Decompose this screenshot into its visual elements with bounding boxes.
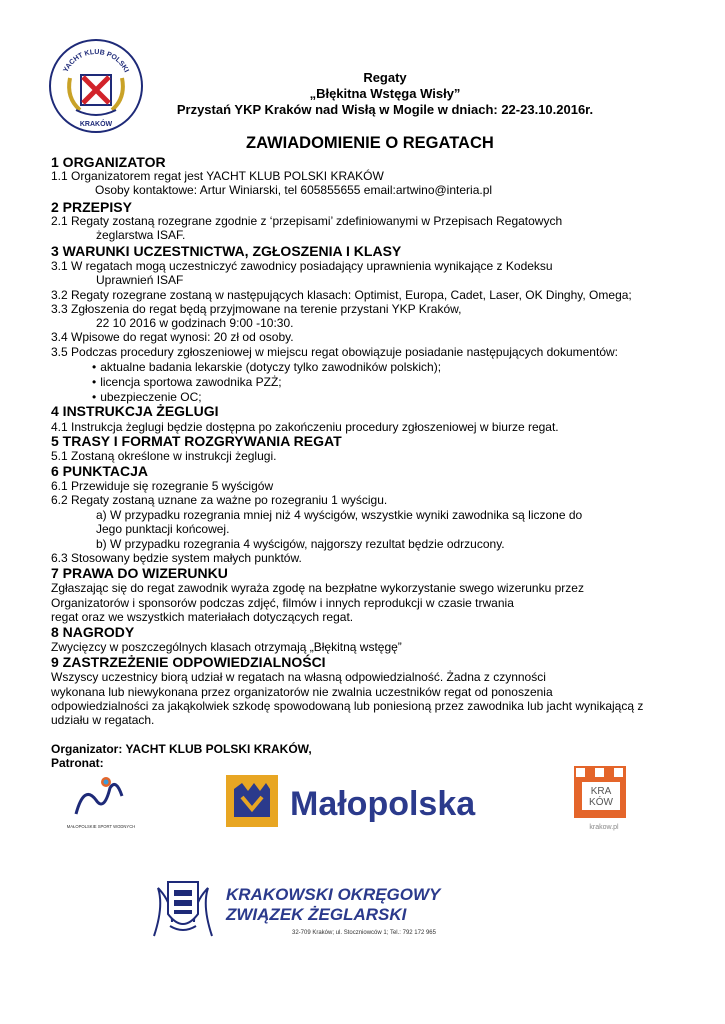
section-5-heading: 5 TRASY I FORMAT ROZGRYWANIA REGAT	[51, 433, 342, 449]
section-6-line: 6.1 Przewiduje się rozegranie 5 wyścigów	[51, 479, 274, 493]
section-9-heading: 9 ZASTRZEŻENIE ODPOWIEDZIALNOŚCI	[51, 654, 326, 670]
section-6-line: 6.3 Stosowany będzie system małych punktów.	[51, 551, 302, 565]
section-3-line: 22 10 2016 w godzinach 9:00 -10:30.	[96, 316, 294, 330]
organizer-line: Organizator: YACHT KLUB POLSKI KRAKÓW,	[51, 742, 312, 756]
header-line1: Regaty	[363, 70, 407, 85]
section-3-line: 3.3 Zgłoszenia do regat będą przyjmowane na terenie przystani YKP Kraków,	[51, 302, 462, 316]
section-5-line: 5.1 Zostaną określone w instrukcji żeglugi.	[51, 449, 277, 463]
malopolskie-sport-caption: MAŁOPOLSKIE SPORT WODNYCH	[66, 824, 136, 829]
section-2-line: 2.1 Regaty zostaną rozegrane zgodnie z ‘przepisami’ zdefiniowanymi w Przepisach Regatowych	[51, 214, 563, 228]
section-9-line: odpowiedzialności za jakąkolwiek szkodę spowodowaną lub poniesioną przez zawodnika lub jacht wynikającą z	[51, 699, 644, 713]
section-3-heading: 3 WARUNKI UCZESTNICTWA, ZGŁOSZENIA I KLASY	[51, 243, 402, 259]
section-1-line: 1.1 Organizatorem regat jest YACHT KLUB POLSKI KRAKÓW	[51, 169, 384, 183]
section-2-heading: 2 PRZEPISY	[51, 199, 132, 215]
section-3-line: 3.5 Podczas procedury zgłoszeniowej w miejscu regat obowiązuje posiadanie następujących dokumentów:	[51, 345, 618, 359]
section-6-line: Jego punktacji końcowej.	[96, 522, 230, 536]
club-logo-bottom-text: KRAKÓW	[79, 121, 113, 128]
club-logo-top-text: YACHT KLUB POLSKI	[62, 48, 130, 74]
header-line2: „Błękitna Wstęga Wisły”	[309, 86, 461, 101]
section-3-line: Uprawnień ISAF	[96, 273, 184, 287]
section-7-line: Organizatorów i sponsorów podczas zdjęć, filmów i innych reprodukcji w czasie trwania	[51, 596, 514, 610]
section-9-line: wykonana lub niewykonana przez organizatorów nie zwalnia uczestników regat od ponoszenia	[51, 685, 553, 699]
section-9-line: Wszyscy uczestnicy biorą udział w regatach na własną odpowiedzialność. Żadna z czynności	[51, 670, 546, 684]
section-6-heading: 6 PUNKTACJA	[51, 463, 148, 479]
krakow-logo-line1: KRA	[590, 786, 612, 797]
club-logo	[48, 38, 144, 134]
section-4-line: 4.1 Instrukcja żeglugi będzie dostępna po zakończeniu procedury zgłoszeniowej w biurze regat.	[51, 420, 559, 434]
section-2-line: żeglarstwa ISAF.	[96, 228, 186, 242]
malopolska-logo	[224, 773, 494, 829]
kozz-logo	[150, 876, 460, 940]
section-1-heading: 1 ORGANIZATOR	[51, 154, 166, 170]
section-7-line: Zgłaszając się do regat zawodnik wyraża zgodę na bezpłatne wykorzystanie swego wizerunku przez	[51, 581, 584, 595]
section-7-line: regat oraz we wszystkich materiałach dotyczących regat.	[51, 610, 354, 624]
section-9-line: udziału w regatach.	[51, 713, 155, 727]
document-bullet-item: • ubezpieczenie OC;	[92, 390, 202, 404]
section-6-line: 6.2 Regaty zostaną uznane za ważne po rozegraniu 1 wyścigu.	[51, 493, 388, 507]
section-6-line: b) W przypadku rozegrania 4 wyścigów, najgorszy rezultat będzie odrzucony.	[96, 537, 505, 551]
kozz-logo-address: 32-709 Kraków; ul. Stoczniowców 1; Tel.: 792 172 965	[292, 930, 436, 936]
section-1-line: Osoby kontaktowe: Artur Winiarski, tel 605855655 email:artwino@interia.pl	[95, 183, 493, 197]
section-3-line: 3.2 Regaty rozegrane zostaną w następujących klasach: Optimist, Europa, Cadet, Laser, OK Dinghy, Omega;	[51, 288, 632, 302]
header-line3: Przystań YKP Kraków nad Wisłą w Mogile w dniach: 22-23.10.2016r.	[176, 102, 594, 117]
krakow-logo	[568, 764, 640, 834]
document-bullet-item: • licencja sportowa zawodnika PZŻ;	[92, 375, 282, 389]
section-8-heading: 8 NAGRODY	[51, 624, 135, 640]
malopolskie-sport-logo	[66, 770, 136, 832]
malopolska-logo-text: Małopolska	[290, 785, 476, 823]
section-7-heading: 7 PRAWA DO WIZERUNKU	[51, 565, 228, 581]
patron-label: Patronat:	[51, 756, 104, 770]
section-4-heading: 4 INSTRUKCJA ŻEGLUGI	[51, 403, 219, 419]
krakow-logo-line2: KÓW	[589, 797, 613, 808]
document-bullet-item: • aktualne badania lekarskie (dotyczy tylko zawodników polskich);	[92, 360, 441, 374]
section-3-line: 3.4 Wpisowe do regat wynosi: 20 zł od osoby.	[51, 330, 294, 344]
kozz-logo-line2: ZWIĄZEK ŻEGLARSKI	[226, 905, 407, 924]
section-8-line: Zwycięzcy w poszczególnych klasach otrzymają „Błękitną wstęgę”	[51, 640, 402, 654]
page-title: ZAWIADOMIENIE O REGATACH	[246, 134, 494, 152]
section-6-line: a) W przypadku rozegrania mniej niż 4 wyścigów, wszystkie wyniki zawodnika są liczone do	[96, 508, 583, 522]
section-3-line: 3.1 W regatach mogą uczestniczyć zawodnicy posiadający uprawnienia wynikające z Kodeksu	[51, 259, 553, 273]
krakow-logo-url: krakow.pl	[589, 824, 619, 831]
kozz-logo-line1: KRAKOWSKI OKRĘGOWY	[226, 885, 441, 904]
